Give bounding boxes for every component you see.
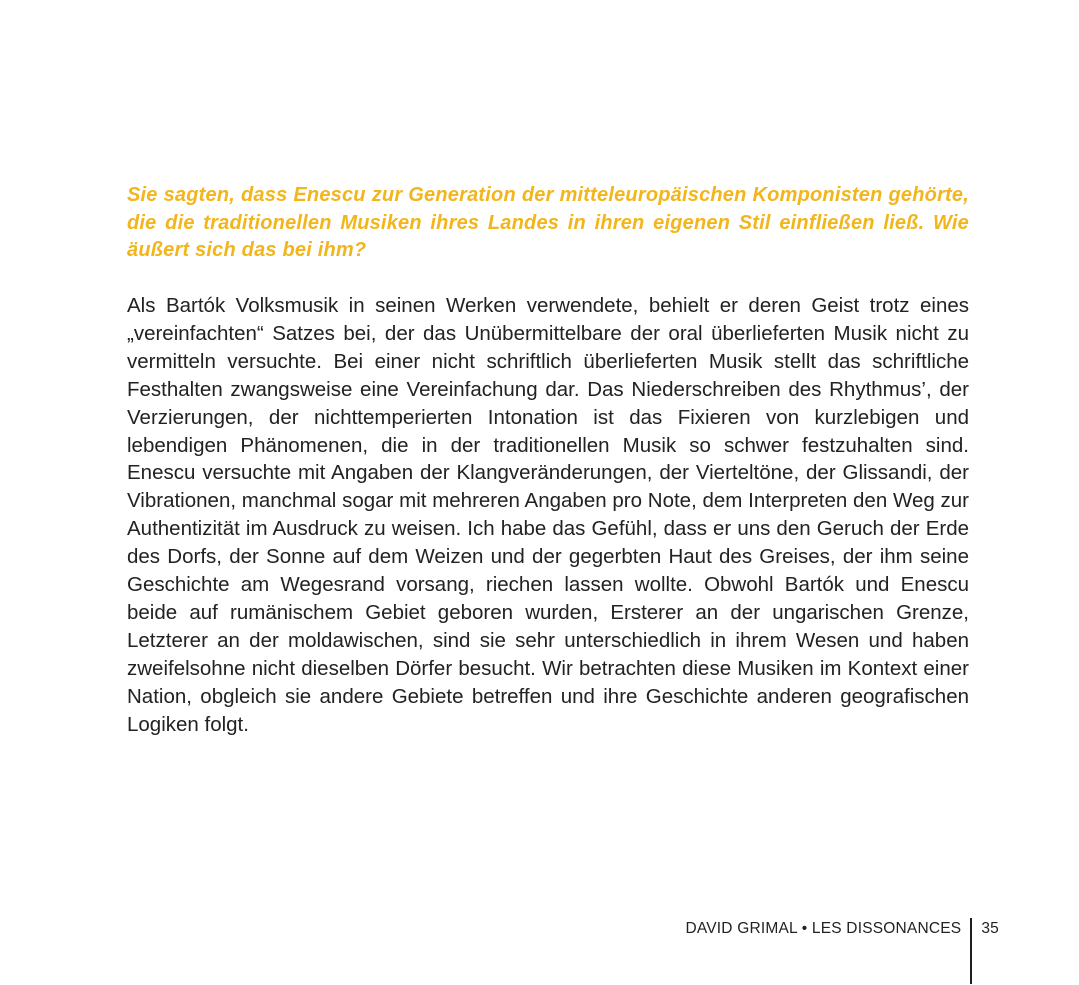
interview-question: Sie sagten, dass Enescu zur Generation der mitteleuropäischen Komponisten gehörte, die die traditionellen Musiken ihres Landes in ihren eigenen Stil einfließen ließ. Wie äußert sich das bei ihm? <box>127 184 969 261</box>
page-footer <box>685 918 999 984</box>
interview-answer: Als Bartók Volksmusik in seinen Werken verwendete, behielt er deren Geist trotz eines „vereinfachten“ Satzes bei, der das Unübermittelbare der oral überlieferten Musik nicht zu vermitteln versuchte. Bei einer nicht schriftlich überlieferten Musik stellt das schriftliche Festhalten zwangsweise eine Vereinfachung dar. Das Niederschreiben des Rhythmus’, der Verzierungen, der nichttemperierten Intonation ist das Fixieren von kurzlebigen und lebendigen Phänomenen, die in der traditionellen Musik so schwer festzuhalten sind. Enescu versuchte mit Angaben der Klangveränderungen, der Vierteltöne, der Glissandi, der Vibrationen, manchmal sogar mit mehreren Angaben pro Note, dem Interpreten den Weg zur Authentizität im Ausdruck zu weisen. Ich habe das Gefühl, dass er uns den Geruch der Erde des Dorfs, der Sonne auf dem Weizen und der gegerbten Haut des Greises, der ihm seine Geschichte am Wegesrand vorsang, riechen lassen wollte. Obwohl Bartók und Enescu beide auf rumänischem Gebiet geboren wurden, Ersterer an der ungarischen Grenze, Letzterer an der moldawischen, sind sie sehr unterschiedlich in ihrem Wesen und haben zweifelsohne nicht dieselben Dörfer besucht. Wir betrachten diese Musiken im Kontext einer Nation, obgleich sie andere Gebiete betreffen und ihre Geschichte anderen geografischen Logiken folgt. <box>127 294 969 736</box>
page-number: 35 <box>981 920 999 937</box>
footer-divider <box>970 918 972 984</box>
footer-title: DAVID GRIMAL • LES DISSONANCES <box>685 920 962 937</box>
